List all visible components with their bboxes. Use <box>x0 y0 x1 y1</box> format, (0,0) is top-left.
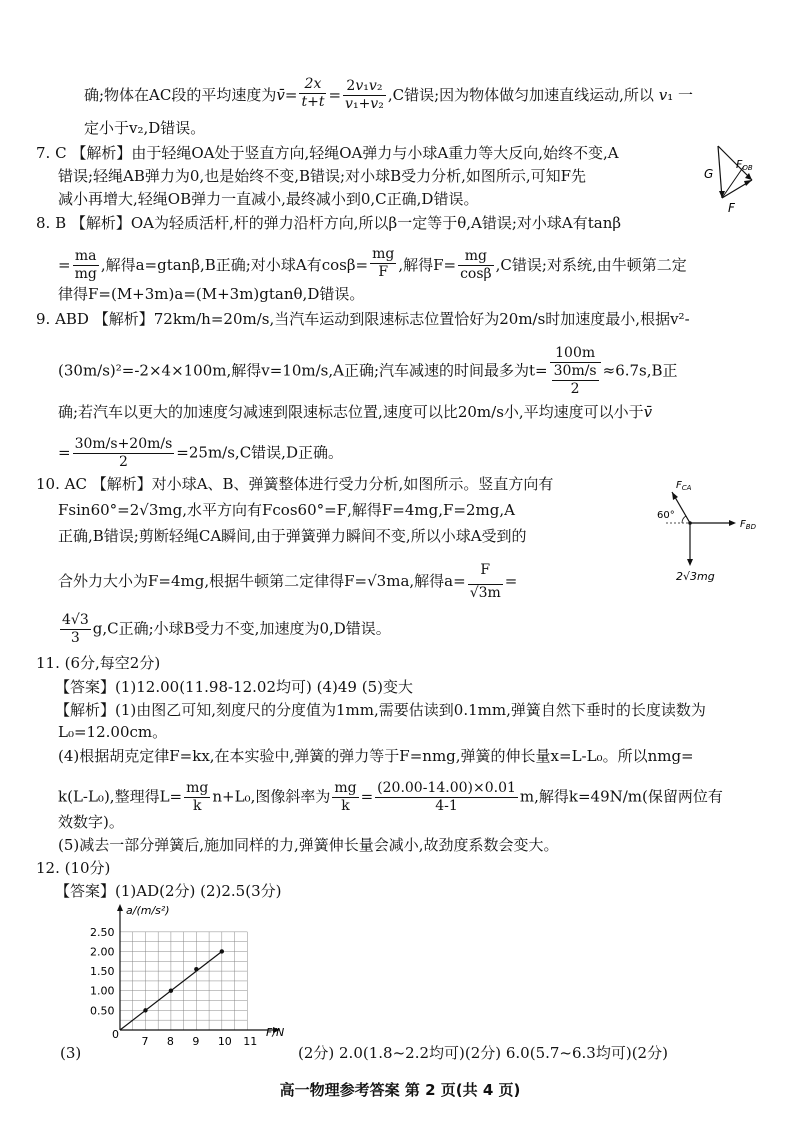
fraction: $\frac{2x}{t+t}$ <box>301 76 325 110</box>
fraction: $\frac{mg}{F}$ <box>372 246 395 280</box>
x-axis-label: F/N <box>266 1026 285 1039</box>
y-tick-label: 1.50 <box>90 965 115 979</box>
angle-arc <box>682 516 686 523</box>
q11-analysis-5: 效数字)。 <box>58 813 124 831</box>
weight-label: 2√3mg <box>676 570 715 583</box>
y-axis-arrow <box>117 904 123 911</box>
center-point <box>688 521 692 525</box>
fraction: $\frac{mg}{\cos\beta}$ <box>460 248 492 283</box>
y-tick-label: 2.00 <box>90 945 115 959</box>
text-segment: 确;物体在AC段的平均速度为 <box>84 85 277 104</box>
q11-analysis-3: (4)根据胡克定律F=kx,在本实验中,弹簧的弹力等于F=nmg,弹簧的伸长量x=L-L₀。所以nmg= <box>58 747 694 765</box>
q10-line-2: Fsin60°=2√3mg,水平方向有Fcos60°=F,解得F=4mg,F=2mg,A <box>58 501 515 519</box>
fraction: $\frac{30m/s+20m/s}{2}$ <box>74 436 173 470</box>
q7-line-1: 7. C 【解析】由于轻绳OA处于竖直方向,轻绳OA弹力与小球A重力等大反向,始终不变,A <box>36 144 619 162</box>
acceleration-force-chart <box>70 900 300 1050</box>
top-line-2: 定小于v₂,D错误。 <box>84 119 206 137</box>
fraction: $\frac{\text{2v₁v₂}}{\text{v₁+v₂}}$ <box>345 78 384 113</box>
fraction: $\frac{mg}{k}$ <box>334 780 357 814</box>
g-label: G <box>704 167 714 181</box>
fbd-label: $F_{BD}$ <box>740 519 756 531</box>
q7-force-diagram <box>700 138 770 218</box>
fraction: $\frac{F}{√3m}$ <box>469 562 501 601</box>
foa-arrow <box>718 146 752 180</box>
q10-line-3: 正确,B错误;剪断轻绳CA瞬间,由于弹簧弹力瞬间不变,所以小球A受到的 <box>58 527 527 545</box>
q11-answer: 【答案】(1)12.00(11.98-12.02均可) (4)49 (5)变大 <box>55 678 413 696</box>
fca-label: $F_{CA}$ <box>676 480 692 492</box>
q9-line-3: 确;若汽车以更大的加速度匀减速到限速标志位置,速度可以比20m/s小,平均速度可以小于v̄ <box>58 403 653 421</box>
fraction: $\frac{4√3}{3}$ <box>62 612 89 646</box>
fraction: $\frac{mg}{k}$ <box>186 780 209 814</box>
q7-line-3: 减小再增大,轻绳OB弹力一直减小,最终减小到0,C正确,D错误。 <box>58 190 479 208</box>
data-point <box>169 989 173 993</box>
y-tick-label: 2.50 <box>90 925 115 939</box>
text-segment: 一 <box>677 85 693 104</box>
page-footer: 高一物理参考答案 第 2 页(共 4 页) <box>279 1081 521 1099</box>
q10-force-diagram <box>652 476 772 586</box>
q11-head: 11. (6分,每空2分) <box>36 654 161 672</box>
q11-analysis-1: 【解析】(1)由图乙可知,刻度尺的分度值为1mm,需要估读到0.1mm,弹簧自然下垂时的长度读数为 <box>55 701 706 719</box>
origin-label: 0 <box>112 1028 119 1041</box>
q8-line-2: = $\frac{ma}{mg}$ ,解得a=gtanβ,B正确;对小球A有cosβ= $\frac{mg}{F}$ ,解得F= $\frac{mg}{\cos\beta}$ ,C错误;对系统,由牛顿第二定 <box>58 246 687 286</box>
y-axis-label: a/(m/s²) <box>126 904 170 917</box>
q9-line-4: = $\frac{30m/s+20m/s}{2}$ =25m/s,C错误,D正确。 <box>58 436 343 470</box>
q11-analysis-6: (5)减去一部分弹簧后,施加同样的力,弹簧伸长量会减小,故劲度系数会变大。 <box>58 836 559 854</box>
x-tick-label: 7 <box>141 1035 149 1048</box>
weight-arrow-head <box>687 559 693 566</box>
data-point <box>194 967 198 971</box>
text-segment: ,C错误;因为物体做匀加速直线运动,所以 <box>387 85 654 104</box>
data-point <box>143 1008 147 1012</box>
q8-line-1: 8. B 【解析】OA为轻质活杆,杆的弹力沿杆方向,所以β一定等于θ,A错误;对小球A有tanβ <box>36 214 622 232</box>
fraction: $\frac{(20.00-14.00)\times 0.01}{4-1}$ <box>377 780 516 814</box>
y-tick-label: 1.00 <box>90 984 115 998</box>
q12-item3: (3) <box>60 1044 82 1062</box>
foa-label: FOB <box>736 158 753 172</box>
gravity-arrow <box>718 146 722 198</box>
x-tick-label: 10 <box>217 1035 232 1048</box>
q7-line-2: 错误;轻绳AB弹力为0,也是始终不变,B错误;对小球B受力分析,如图所示,可知F先 <box>58 167 587 185</box>
q9-line-1: 9. ABD 【解析】72km/h=20m/s,当汽车运动到限速标志位置恰好为20m/s时加速度最小,根据v²- <box>36 310 690 328</box>
f-label: F <box>728 201 735 215</box>
fraction: $\frac{100m}{\frac{30m/s}{2}}$ <box>550 345 601 398</box>
data-point <box>220 949 224 953</box>
q9-line-2: (30m/s)²=-2×4×100m,解得v=10m/s,A正确;汽车减速的时间最多为t= $\frac{100m}{\frac{30m/s}{2}}$ ≈6.7s,B正 <box>58 345 678 397</box>
fbd-arrow-head <box>729 520 736 526</box>
q11-analysis-4: k(L-L₀),整理得L= $\frac{mg}{k}$ n+L₀,图像斜率为 $\frac{mg}{k}$ = $\frac{(20.00-14.00)\times 0.01}{4-1}$ m,解得k=49N/m(保留两位有 <box>58 780 723 814</box>
q12-answer: 【答案】(1)AD(2分) (2)2.5(3分) <box>55 882 282 900</box>
x-tick-label: 8 <box>166 1035 174 1048</box>
x-tick-label: 9 <box>192 1035 200 1048</box>
x-tick-label: 11 <box>243 1035 258 1048</box>
top-line-1: 确;物体在AC段的平均速度为v̄= $\frac{2x}{t+t}$ = $\frac{\text{2v₁v₂}}{\text{v₁+v₂}}$ ,C错误;因为物体做匀加速直线运动,所以 v₁ 一 <box>84 76 693 116</box>
q12-head: 12. (10分) <box>36 859 111 877</box>
angle-label: 60° <box>657 510 675 521</box>
q8-line-3: 律得F=(M+3m)a=(M+3m)gtanθ,D错误。 <box>58 285 365 303</box>
y-tick-label: 0.50 <box>90 1004 115 1018</box>
q11-analysis-2: L₀=12.00cm。 <box>58 723 168 741</box>
f-arrow-head <box>744 180 752 186</box>
q12-tail: (2分) 2.0(1.8~2.2均可)(2分) 6.0(5.7~6.3均可)(2分) <box>298 1044 668 1062</box>
fca-arrow-head <box>672 492 678 500</box>
q10-line-5: $\frac{4√3}{3}$ g,C正确;小球B受力不变,加速度为0,D错误。 <box>62 612 391 646</box>
fraction: $\frac{ma}{mg}$ <box>74 248 97 283</box>
q10-line-1: 10. AC 【解析】对小球A、B、弹簧整体进行受力分析,如图所示。竖直方向有 <box>36 475 554 493</box>
q10-line-4: 合外力大小为F=4mg,根据牛顿第二定律得F=√3ma,解得a= $\frac{F}{√3m}$ = <box>58 562 518 601</box>
